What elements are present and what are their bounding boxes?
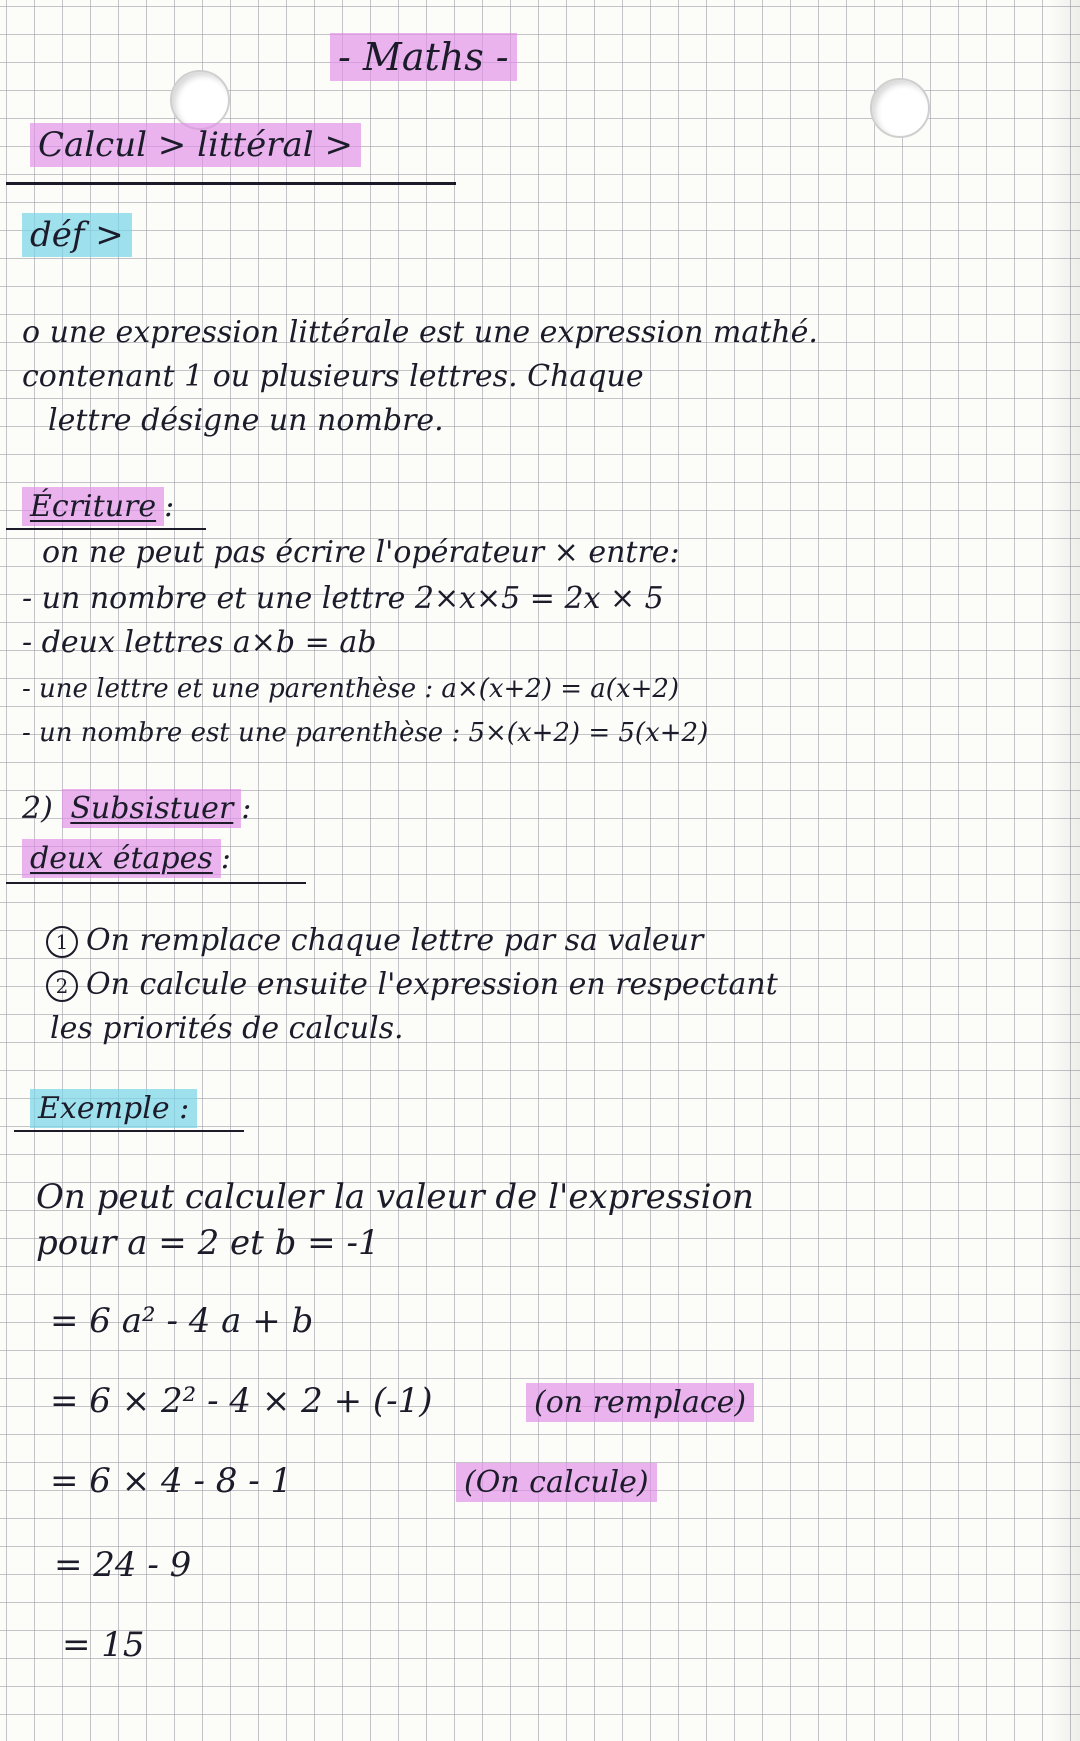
calc-step-3: = 6 × 4 - 8 - 1 [50, 1461, 293, 1501]
definition-line-2: contenant 1 ou plusieurs lettres. Chaque [22, 359, 644, 394]
page-title: - Maths - [330, 38, 517, 76]
ecriture-rule-2: - deux lettres a×b = ab [22, 625, 377, 660]
example-label: Exemple : [30, 1094, 197, 1124]
ecriture-rule-4: - un nombre est une parenthèse : 5×(x+2) = 5(x+2) [22, 718, 709, 748]
ecriture-intro: on ne peut pas écrire l'opérateur × entre: [42, 535, 680, 570]
calc-step-5: = 15 [62, 1625, 145, 1665]
ecriture-underline [6, 528, 206, 530]
ecriture-rule-3: - une lettre et une parenthèse : a×(x+2) = a(x+2) [22, 674, 680, 704]
calc-note-2: (on remplace) [526, 1388, 754, 1418]
page-edge-shadow [1048, 0, 1080, 1741]
substituer-sublabel: deux étapes : [22, 844, 231, 874]
substituer-heading: 2) Subsistuer : [22, 791, 252, 826]
definition-line-1: o une expression littérale est une expression mathé. [22, 315, 818, 350]
step-2-number: 2 [46, 970, 78, 1002]
step-2: 2 On calcule ensuite l'expression en respectant [46, 970, 778, 1002]
example-underline [14, 1130, 244, 1132]
step-continuation: les priorités de calculs. [50, 1011, 404, 1046]
section-heading: Calcul > littéral > [30, 128, 361, 162]
heading-underline [6, 182, 456, 185]
definition-line-3: lettre désigne un nombre. [48, 403, 444, 438]
binder-hole-right [870, 78, 930, 138]
step-1: 1 On remplace chaque lettre par sa valeur [46, 926, 703, 958]
definition-label: déf > [22, 218, 132, 252]
ecriture-label: Écriture : [22, 492, 174, 522]
binder-hole-left [170, 70, 230, 130]
example-intro-2: pour a = 2 et b = -1 [36, 1223, 380, 1263]
calc-step-2: = 6 × 2² - 4 × 2 + (-1) [50, 1381, 433, 1421]
example-intro-1: On peut calculer la valeur de l'expression [36, 1177, 754, 1217]
calc-step-1: = 6 a² - 4 a + b [50, 1301, 314, 1341]
ecriture-rule-1: - un nombre et une lettre 2×x×5 = 2x × 5 [22, 581, 664, 616]
substituer-underline [6, 882, 306, 884]
calc-step-4: = 24 - 9 [54, 1545, 192, 1585]
calc-note-3: (On calcule) [456, 1468, 657, 1498]
step-1-number: 1 [46, 926, 78, 958]
